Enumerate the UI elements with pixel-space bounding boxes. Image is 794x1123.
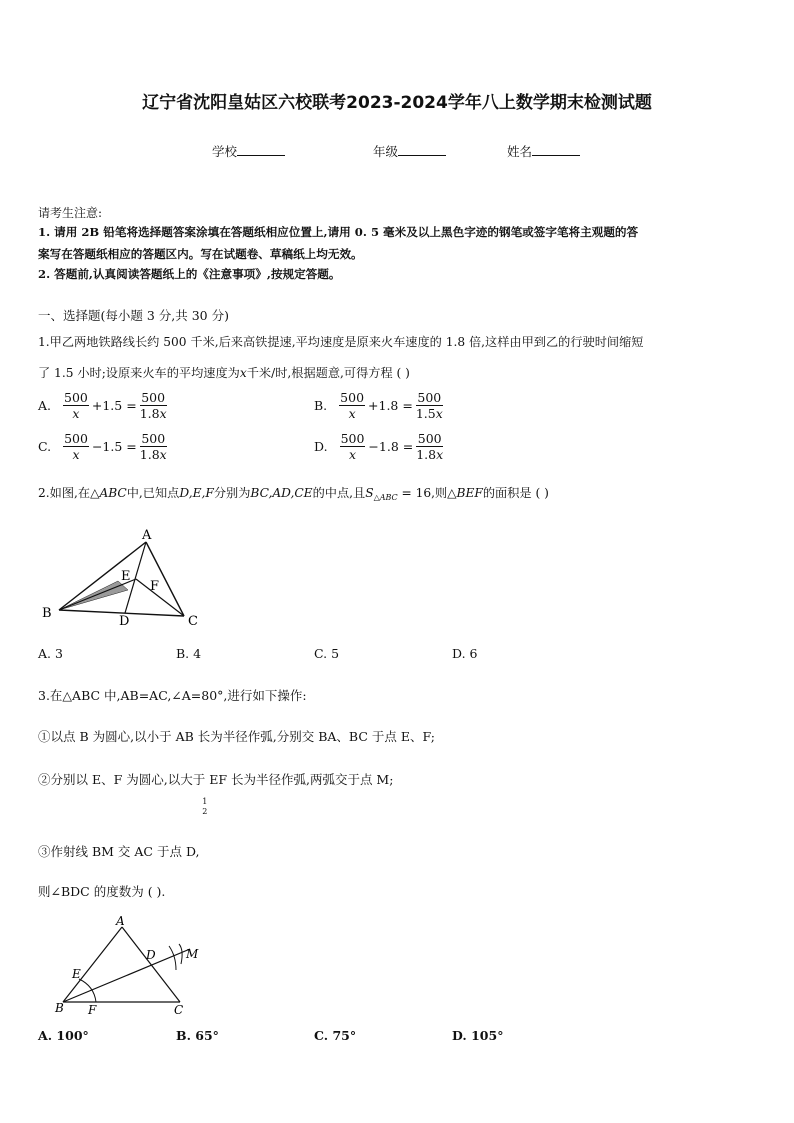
q3-step3: ③作射线 BM 交 AC 于点 D,	[38, 844, 200, 859]
segment-ec	[136, 579, 184, 616]
label-b: B	[55, 1001, 64, 1015]
q3-half-den: 2	[202, 807, 208, 816]
q3-half-num: 1	[202, 797, 208, 806]
q1-option-a-frac1: $\frac{500}{x}$	[64, 390, 88, 421]
notice-item2: 2. 答题前,认真阅读答题纸上的《注意事项》,按规定答题。	[38, 267, 341, 281]
q2-option-b[interactable]: B. 4	[176, 646, 202, 661]
label-c: C	[188, 614, 198, 629]
q1-option-b-label: B.	[314, 398, 328, 413]
q3-option-d[interactable]: D. 105°	[452, 1028, 504, 1043]
label-b: B	[42, 606, 52, 621]
label-d: D	[146, 948, 156, 962]
q1-line1: 1.甲乙两地铁路线长约 500 千米,后来高铁提速,平均速度是原来火车速度的 1.8 倍,这样由甲到乙的行驶时间缩短	[38, 335, 644, 349]
q1-option-b[interactable]	[314, 390, 443, 421]
q1-option-c-label: C.	[38, 439, 52, 454]
q1-line2-b: 千米/时,根据题意,可得方程 ( )	[246, 366, 410, 380]
q2-triangle-figure	[36, 522, 206, 632]
q1-option-a-label: A.	[38, 398, 52, 413]
label-e: E	[121, 569, 131, 584]
notice-item1-line1: 1. 请用 2B 铅笔将选择题答案涂填在答题纸相应位置上,请用 0. 5 毫米及以上黑色字迹的钢笔或签字笔将主观题的答	[38, 225, 639, 239]
q1-option-b-frac1: $\frac{500}{x}$	[340, 390, 365, 421]
q1-option-c-frac2: $\frac{500}{1.8x}$	[139, 431, 167, 462]
q1-option-d-label: D.	[314, 439, 328, 454]
grade-field	[373, 142, 446, 160]
q1-option-a[interactable]	[38, 390, 167, 421]
q1-line2	[38, 364, 410, 381]
name-blank	[532, 143, 580, 156]
q2-option-c[interactable]: C. 5	[314, 646, 340, 661]
school-blank	[237, 143, 285, 156]
q3-option-c[interactable]: C. 75°	[314, 1028, 357, 1043]
q1-option-d-frac1: $\frac{500}{x}$	[340, 431, 365, 462]
q1-option-d[interactable]	[314, 431, 443, 462]
q3-step2: ②分别以 E、F 为圆心,以大于 1 2 EF 长为半径作弧,两弧交于点 M;	[38, 772, 394, 816]
q3-option-b[interactable]: B. 65°	[176, 1028, 219, 1043]
grade-label: 年级	[373, 144, 399, 159]
name-field	[507, 142, 580, 160]
q1-option-d-frac2: $\frac{500}{1.8x}$	[416, 431, 444, 462]
q1-option-b-op: +1.8 =	[368, 398, 413, 413]
label-f: F	[150, 579, 160, 594]
notice-heading: 请考生注意:	[38, 206, 103, 220]
q1-option-c[interactable]	[38, 431, 167, 462]
q1-option-c-op: −1.5 =	[91, 439, 137, 454]
label-c: C	[174, 1003, 184, 1017]
arc-m1	[169, 946, 176, 970]
q2-stem: 2.如图,在△ABC中,已知点D,E,F分别为BC,AD,CE的中点,且$S_{\triangle ABC} = 16$,则△BEF的面积是 ( )	[38, 486, 549, 502]
q1-option-d-op: −1.8 =	[368, 439, 414, 454]
label-m: M	[186, 947, 199, 961]
q1-var: x	[239, 366, 247, 380]
arc-ef	[79, 979, 96, 1002]
q2-option-d[interactable]: D. 6	[452, 646, 478, 661]
q3-line1: 3.在△ABC 中,AB=AC,∠A=80°,进行如下操作:	[38, 688, 307, 703]
q1-option-a-frac2: $\frac{500}{1.8x}$	[139, 390, 167, 421]
q1-option-c-frac1: $\frac{500}{x}$	[64, 431, 88, 462]
label-a: A	[142, 528, 152, 543]
q1-option-a-op: +1.5 =	[91, 398, 137, 413]
ray-bm	[63, 949, 190, 1002]
label-f: F	[88, 1003, 97, 1017]
q3-option-a[interactable]: A. 100°	[38, 1028, 89, 1043]
section-heading: 一、选择题(每小题 3 分,共 30 分)	[38, 308, 229, 323]
label-e: E	[72, 967, 81, 981]
school-field	[212, 142, 285, 160]
q1-line2-a: 了 1.5 小时;设原来火车的平均速度为	[38, 366, 240, 380]
school-label: 学校	[212, 144, 238, 159]
name-label: 姓名	[507, 144, 533, 159]
grade-blank	[398, 143, 446, 156]
q1-option-b-frac2: $\frac{500}{1.5x}$	[415, 390, 443, 421]
notice-item1-line2: 案写在答题纸相应的答题区内。写在试题卷、草稿纸上均无效。	[38, 247, 363, 261]
segment-ba	[59, 542, 146, 610]
label-d: D	[119, 614, 130, 629]
q2-option-a[interactable]: A. 3	[38, 646, 63, 661]
page-title: 辽宁省沈阳皇姑区六校联考2023-2024学年八上数学期末检测试题	[142, 93, 652, 113]
q3-step1: ①以点 B 为圆心,以小于 AB 长为半径作弧,分别交 BA、BC 于点 E、F;	[38, 729, 435, 744]
q3-ask: 则∠BDC 的度数为 ( ).	[38, 884, 166, 899]
label-a: A	[116, 914, 125, 928]
segment-ac	[122, 927, 180, 1002]
q3-construction-figure	[48, 912, 218, 1022]
